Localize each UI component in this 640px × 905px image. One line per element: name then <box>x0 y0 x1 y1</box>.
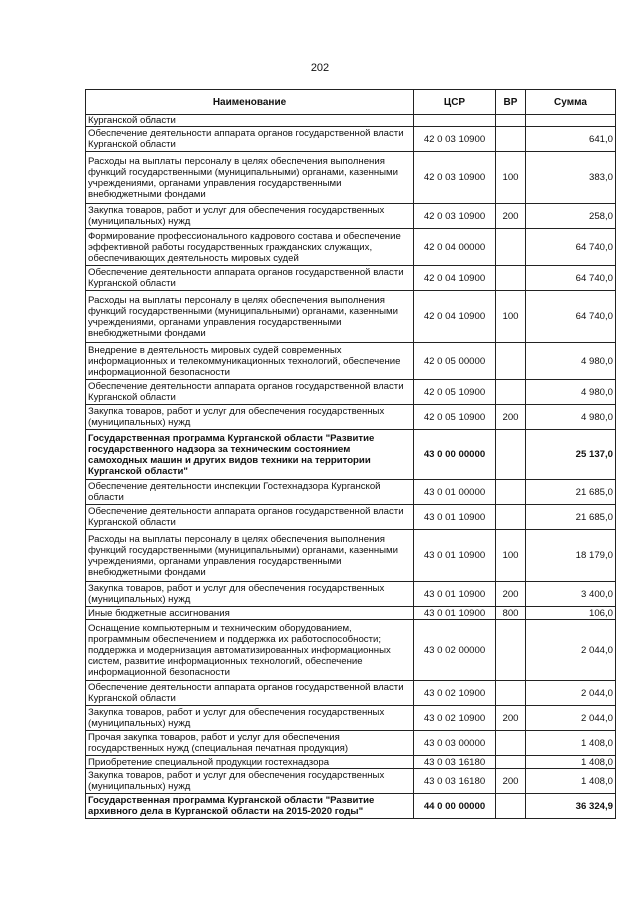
row-sum-cell: 383,0 <box>526 152 616 204</box>
row-sum-cell: 18 179,0 <box>526 530 616 582</box>
row-vr-cell <box>496 480 526 505</box>
row-csr-cell: 43 0 01 10900 <box>414 505 496 530</box>
row-name-cell: Закупка товаров, работ и услуг для обеспечения государственных (муниципальных) нужд <box>86 405 414 430</box>
header-name: Наименование <box>86 90 414 115</box>
row-vr-cell <box>496 620 526 681</box>
table-header-row <box>86 90 616 115</box>
row-name-cell: Обеспечение деятельности аппарата органов государственной власти Курганской области <box>86 127 414 152</box>
row-vr-cell: 200 <box>496 204 526 229</box>
table-row <box>86 343 616 380</box>
row-sum-cell: 641,0 <box>526 127 616 152</box>
row-sum-cell: 64 740,0 <box>526 291 616 343</box>
row-sum-cell: 25 137,0 <box>526 430 616 480</box>
row-sum-cell: 4 980,0 <box>526 405 616 430</box>
row-sum-cell: 36 324,9 <box>526 794 616 819</box>
row-sum-cell: 258,0 <box>526 204 616 229</box>
row-sum-cell: 106,0 <box>526 607 616 620</box>
row-vr-cell <box>496 380 526 405</box>
row-name-cell: Государственная программа Курганской области "Развитие архивного дела в Курганской области на 2015-2020 годы" <box>86 794 414 819</box>
table-row <box>86 620 616 681</box>
table-row <box>86 229 616 266</box>
table-row <box>86 266 616 291</box>
row-name-cell: Внедрение в деятельность мировых судей современных информационных и телекоммуникационных технологий, обеспечение информационной безопасности <box>86 343 414 380</box>
row-csr-cell: 44 0 00 00000 <box>414 794 496 819</box>
row-sum-cell: 1 408,0 <box>526 731 616 756</box>
table-row <box>86 530 616 582</box>
row-csr-cell: 42 0 04 10900 <box>414 291 496 343</box>
row-vr-cell: 100 <box>496 530 526 582</box>
row-sum-cell: 64 740,0 <box>526 229 616 266</box>
row-csr-cell: 42 0 03 10900 <box>414 204 496 229</box>
row-vr-cell <box>496 343 526 380</box>
row-vr-cell <box>496 266 526 291</box>
row-sum-cell: 64 740,0 <box>526 266 616 291</box>
row-csr-cell: 43 0 01 00000 <box>414 480 496 505</box>
table-row <box>86 152 616 204</box>
row-csr-cell: 42 0 03 10900 <box>414 127 496 152</box>
row-name-cell: Оснащение компьютерным и техническим оборудованием, программным обеспечением и поддержка их работоспособности; поддержка и модернизация автоматизированных информационных систем, развитие информационных технологий, обеспечение информационной безопасности <box>86 620 414 681</box>
row-name-cell: Расходы на выплаты персоналу в целях обеспечения выполнения функций государственными (муниципальными) органами, казенными учреждениями, органами управления государственными внебюджетными фондами <box>86 530 414 582</box>
row-name-cell: Государственная программа Курганской области "Развитие государственного надзора за техническим состоянием самоходных машин и других видов техники на территории Курганской области" <box>86 430 414 480</box>
row-csr-cell: 43 0 00 00000 <box>414 430 496 480</box>
table-row <box>86 430 616 480</box>
table-row <box>86 794 616 819</box>
row-name-cell: Закупка товаров, работ и услуг для обеспечения государственных (муниципальных) нужд <box>86 706 414 731</box>
row-name-cell: Обеспечение деятельности аппарата органов государственной власти Курганской области <box>86 380 414 405</box>
row-csr-cell: 42 0 05 10900 <box>414 380 496 405</box>
row-csr-cell: 43 0 03 16180 <box>414 769 496 794</box>
row-vr-cell <box>496 505 526 530</box>
table-row <box>86 706 616 731</box>
row-csr-cell: 43 0 02 00000 <box>414 620 496 681</box>
header-vr: ВР <box>496 90 526 115</box>
table-row <box>86 380 616 405</box>
row-name-cell: Обеспечение деятельности аппарата органов государственной власти Курганской области <box>86 681 414 706</box>
row-sum-cell: 3 400,0 <box>526 582 616 607</box>
row-vr-cell: 100 <box>496 291 526 343</box>
row-csr-cell: 43 0 02 10900 <box>414 681 496 706</box>
row-name-cell: Курганской области <box>86 115 414 127</box>
row-sum-cell: 4 980,0 <box>526 380 616 405</box>
table-row <box>86 405 616 430</box>
row-csr-cell: 42 0 03 10900 <box>414 152 496 204</box>
table-row <box>86 480 616 505</box>
row-vr-cell: 200 <box>496 582 526 607</box>
row-csr-cell: 42 0 05 10900 <box>414 405 496 430</box>
row-vr-cell: 800 <box>496 607 526 620</box>
row-name-cell: Обеспечение деятельности аппарата органов государственной власти Курганской области <box>86 505 414 530</box>
row-sum-cell: 1 408,0 <box>526 769 616 794</box>
table-row <box>86 115 616 127</box>
row-vr-cell <box>496 127 526 152</box>
row-sum-cell: 21 685,0 <box>526 505 616 530</box>
header-sum: Сумма <box>526 90 616 115</box>
row-sum-cell: 2 044,0 <box>526 620 616 681</box>
row-name-cell: Закупка товаров, работ и услуг для обеспечения государственных (муниципальных) нужд <box>86 204 414 229</box>
row-sum-cell: 2 044,0 <box>526 706 616 731</box>
row-name-cell: Обеспечение деятельности аппарата органов государственной власти Курганской области <box>86 266 414 291</box>
row-name-cell: Иные бюджетные ассигнования <box>86 607 414 620</box>
row-vr-cell: 200 <box>496 706 526 731</box>
table-row <box>86 291 616 343</box>
row-csr-cell: 43 0 03 00000 <box>414 731 496 756</box>
row-vr-cell <box>496 115 526 127</box>
row-name-cell: Прочая закупка товаров, работ и услуг для обеспечения государственных нужд (специальная печатная продукция) <box>86 731 414 756</box>
row-name-cell: Формирование профессионального кадрового состава и обеспечение эффективной работы государственных гражданских служащих, обеспечивающих деятельность мировых судей <box>86 229 414 266</box>
table-row <box>86 607 616 620</box>
row-csr-cell: 42 0 04 10900 <box>414 266 496 291</box>
row-csr-cell: 43 0 01 10900 <box>414 582 496 607</box>
row-csr-cell: 43 0 03 16180 <box>414 756 496 769</box>
row-sum-cell: 1 408,0 <box>526 756 616 769</box>
row-csr-cell: 43 0 01 10900 <box>414 607 496 620</box>
table-row <box>86 204 616 229</box>
row-vr-cell: 200 <box>496 405 526 430</box>
row-csr-cell: 42 0 04 00000 <box>414 229 496 266</box>
row-name-cell: Обеспечение деятельности инспекции Гостехнадзора Курганской области <box>86 480 414 505</box>
row-sum-cell: 21 685,0 <box>526 480 616 505</box>
row-csr-cell: 43 0 02 10900 <box>414 706 496 731</box>
row-csr-cell <box>414 115 496 127</box>
row-csr-cell: 42 0 05 00000 <box>414 343 496 380</box>
row-vr-cell <box>496 430 526 480</box>
row-vr-cell <box>496 681 526 706</box>
table-row <box>86 505 616 530</box>
row-name-cell: Закупка товаров, работ и услуг для обеспечения государственных (муниципальных) нужд <box>86 582 414 607</box>
row-sum-cell <box>526 115 616 127</box>
table-row <box>86 681 616 706</box>
page-number: 202 <box>310 62 330 74</box>
row-vr-cell: 100 <box>496 152 526 204</box>
row-name-cell: Закупка товаров, работ и услуг для обеспечения государственных (муниципальных) нужд <box>86 769 414 794</box>
table-row <box>86 731 616 756</box>
budget-table <box>85 89 616 819</box>
table-row <box>86 582 616 607</box>
row-vr-cell <box>496 229 526 266</box>
header-csr: ЦСР <box>414 90 496 115</box>
table-row <box>86 769 616 794</box>
row-name-cell: Расходы на выплаты персоналу в целях обеспечения выполнения функций государственными (муниципальными) органами, казенными учреждениями, органами управления государственными внебюджетными фондами <box>86 152 414 204</box>
row-sum-cell: 4 980,0 <box>526 343 616 380</box>
row-vr-cell: 200 <box>496 769 526 794</box>
row-csr-cell: 43 0 01 10900 <box>414 530 496 582</box>
row-name-cell: Расходы на выплаты персоналу в целях обеспечения выполнения функций государственными (муниципальными) органами, казенными учреждениями, органами управления государственными внебюджетными фондами <box>86 291 414 343</box>
row-sum-cell: 2 044,0 <box>526 681 616 706</box>
row-vr-cell <box>496 756 526 769</box>
table-body <box>86 115 616 819</box>
row-name-cell: Приобретение специальной продукции гостехнадзора <box>86 756 414 769</box>
row-vr-cell <box>496 731 526 756</box>
table-row <box>86 756 616 769</box>
row-vr-cell <box>496 794 526 819</box>
table-row <box>86 127 616 152</box>
